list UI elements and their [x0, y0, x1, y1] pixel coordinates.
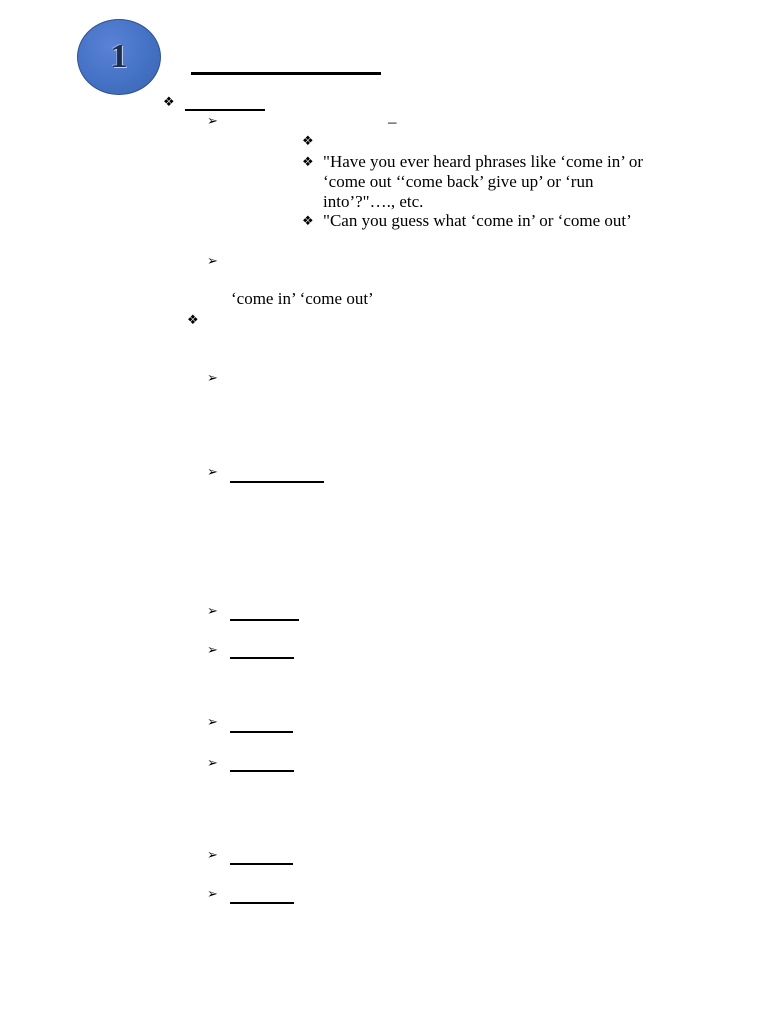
- blank-underline: [230, 770, 294, 772]
- arrow-bullet-icon: ➢: [207, 465, 218, 480]
- dash-mark: –: [388, 112, 397, 131]
- blank-underline: [230, 731, 293, 733]
- arrow-bullet-icon: ➢: [207, 715, 218, 730]
- question-1-line-3: into’?"…., etc.: [323, 192, 424, 211]
- arrow-bullet-icon: ➢: [207, 254, 218, 269]
- title-underline: [191, 72, 381, 75]
- diamond-bullet-icon: ❖: [302, 214, 314, 229]
- arrow-bullet-icon: ➢: [207, 643, 218, 658]
- arrow-bullet-icon: ➢: [207, 604, 218, 619]
- section-number-badge: [77, 19, 161, 95]
- arrow-bullet-icon: ➢: [207, 848, 218, 863]
- subheading-underline: [230, 481, 324, 483]
- blank-underline: [230, 902, 294, 904]
- blank-underline: [230, 619, 299, 621]
- arrow-bullet-icon: ➢: [207, 756, 218, 771]
- arrow-bullet-icon: ➢: [207, 114, 218, 129]
- diamond-bullet-icon: ❖: [187, 313, 199, 328]
- section-number: 1: [110, 38, 128, 75]
- diamond-bullet-icon: ❖: [302, 134, 314, 149]
- blank-underline: [230, 863, 293, 865]
- question-2: "Can you guess what ‘come in’ or ‘come out’: [323, 211, 632, 230]
- diamond-bullet-icon: ❖: [302, 155, 314, 170]
- question-1-line-1: "Have you ever heard phrases like ‘come in’ or: [323, 152, 644, 171]
- blank-underline: [230, 657, 294, 659]
- heading-underline: [185, 109, 265, 111]
- examples-text: ‘come in’ ‘come out’: [231, 289, 374, 308]
- diamond-bullet-icon: ❖: [163, 95, 175, 110]
- question-1-line-2: ‘come out ‘‘come back’ give up’ or ‘run: [323, 172, 594, 191]
- arrow-bullet-icon: ➢: [207, 371, 218, 386]
- arrow-bullet-icon: ➢: [207, 887, 218, 902]
